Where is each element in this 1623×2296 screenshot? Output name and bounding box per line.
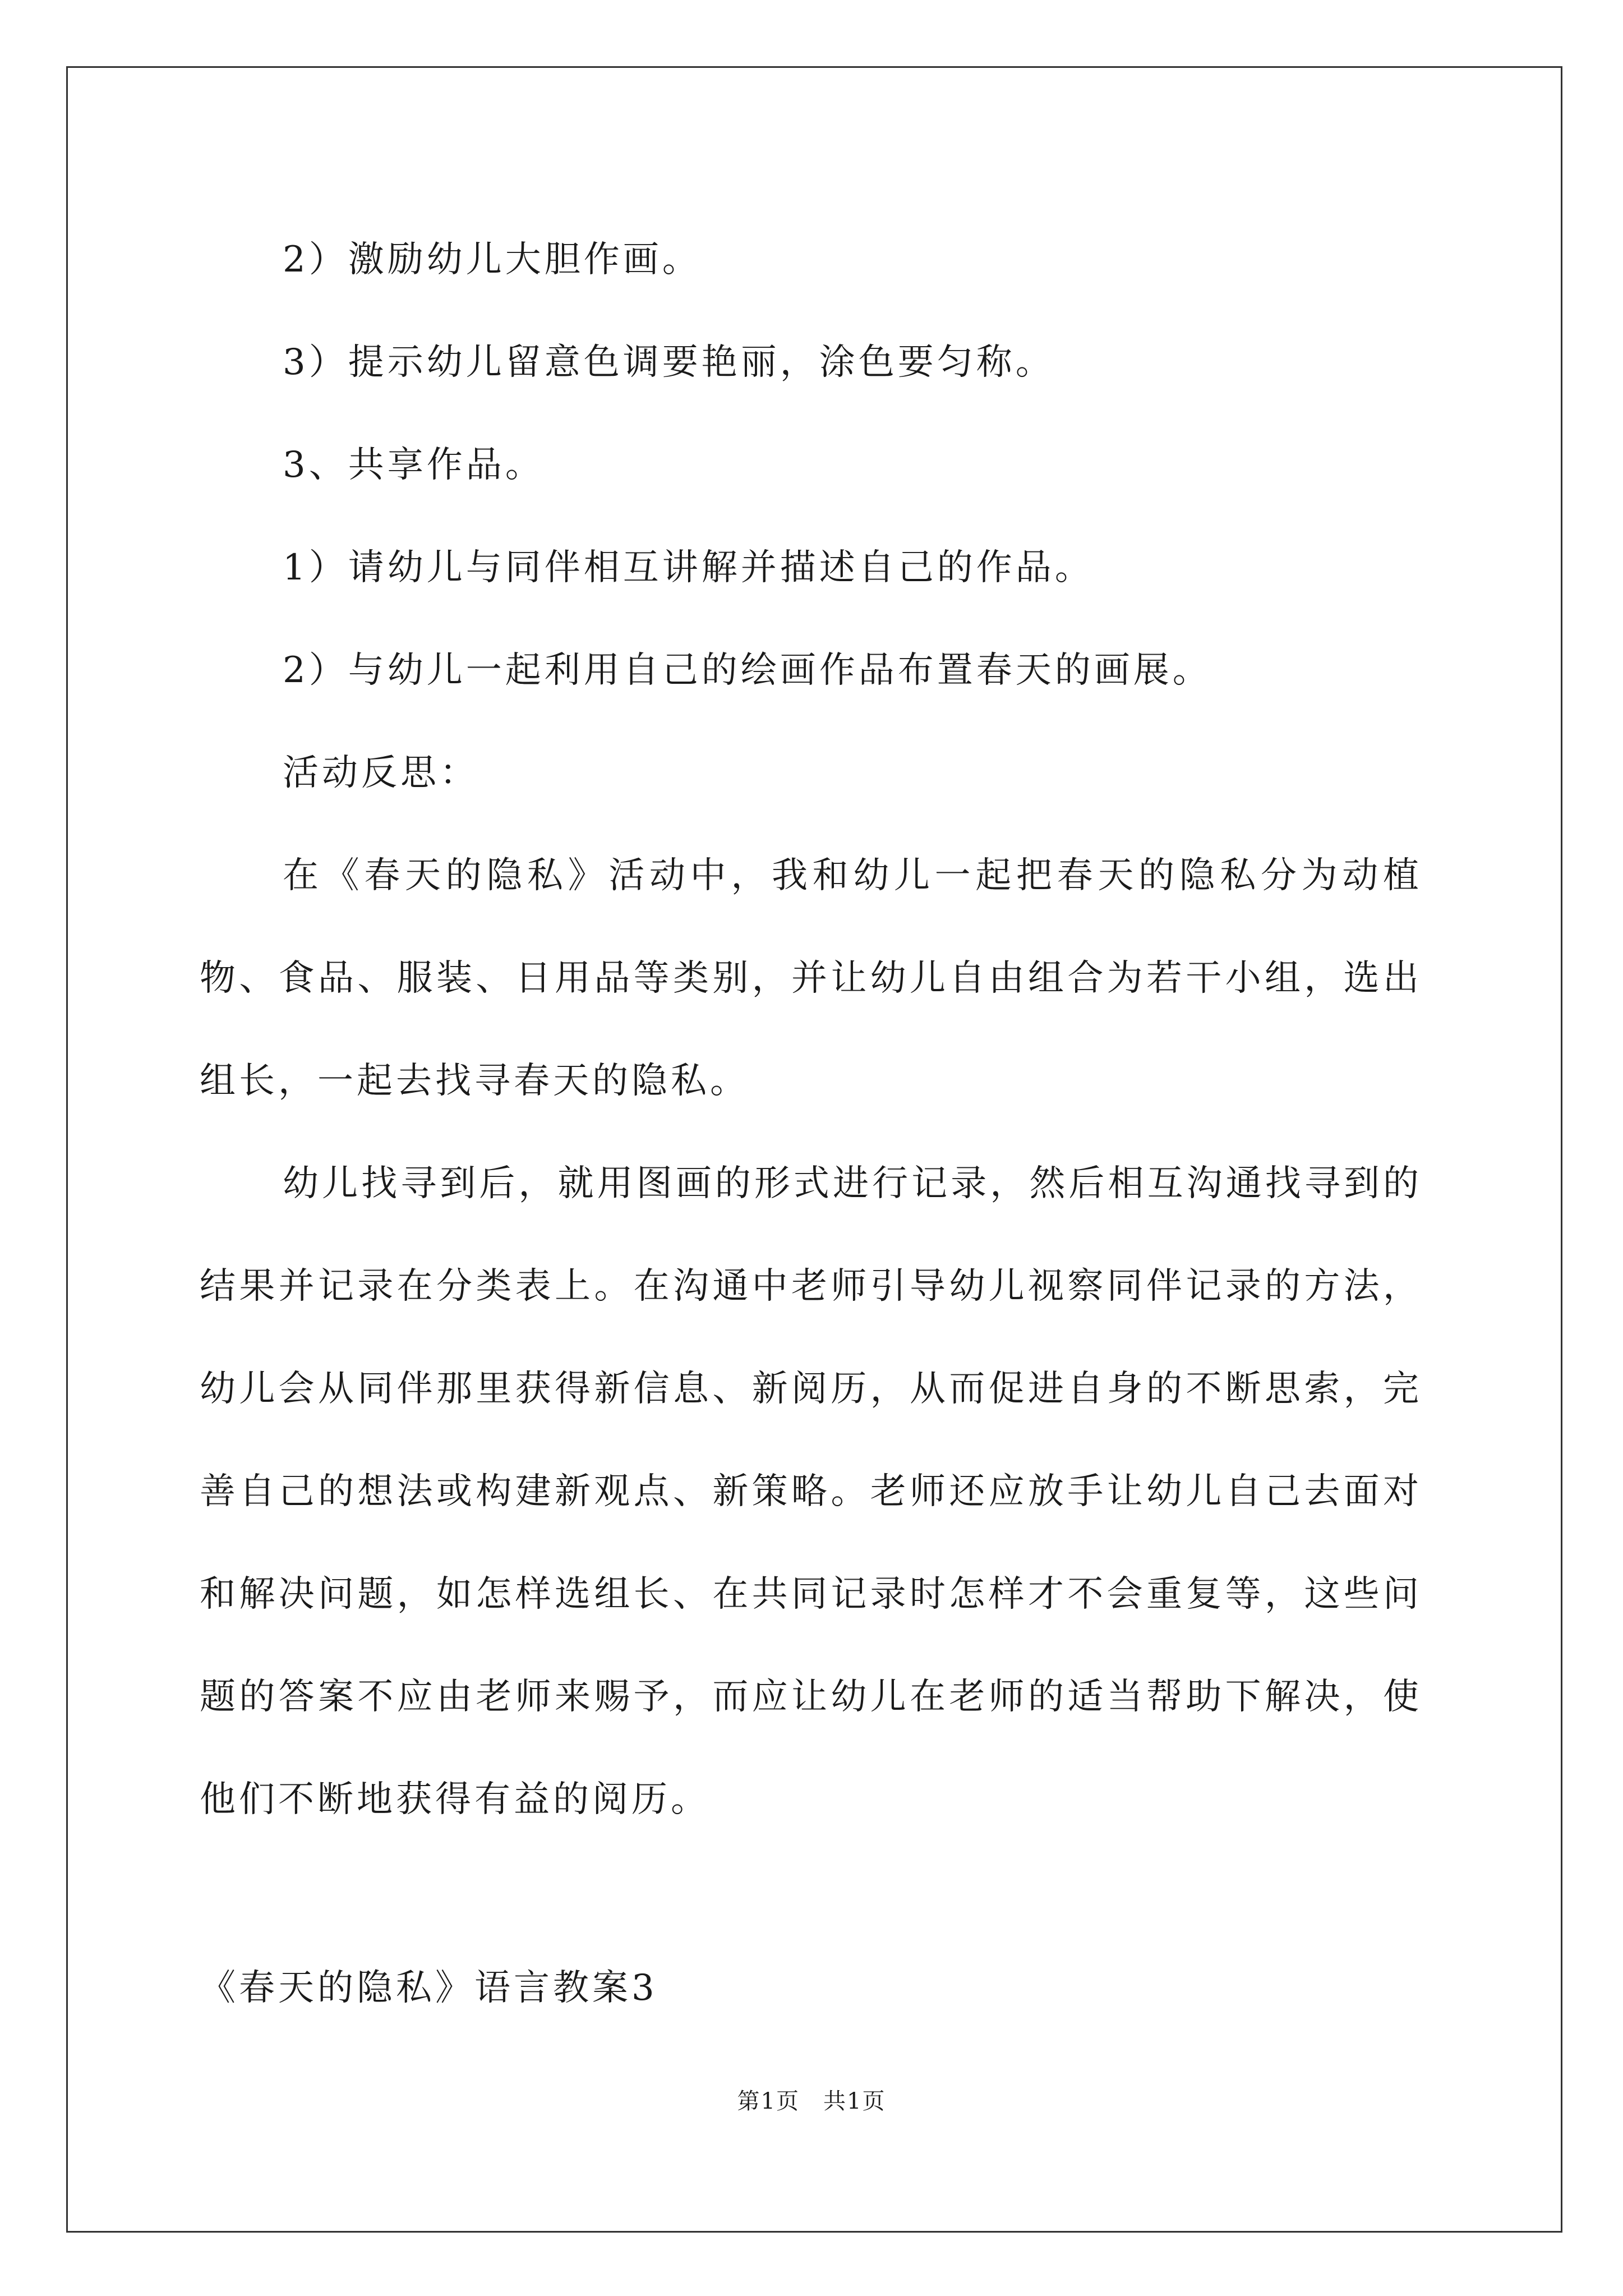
paragraph-exhibition: 2）与幼儿一起利用自己的绘画作品布置春天的画展。 [283,650,1212,691]
page-footer: 第1页 共1页 [737,2088,886,2114]
paragraph-step-3-color: 3）提示幼儿留意色调要艳丽，涂色要匀称。 [283,342,1055,383]
paragraph-share-works: 3、共享作品。 [283,444,545,486]
paragraph-describe-works: 1）请幼儿与同伴相互讲解并描述自己的作品。 [283,547,1094,588]
paragraph-reflection-1: 在《春天的隐私》活动中，我和幼儿一起把春天的隐私分为动植物、食品、服装、日用品等类别，并让幼儿自由组合为若干小组，选出组长，一起去找寻春天的隐私。 [200,855,1422,1102]
document-body [200,209,1422,1851]
paragraph-step-2-draw: 2）激励幼儿大胆作画。 [283,239,702,280]
section-heading: 《春天的隐私》语言教案3 [200,1967,658,2009]
paragraph-reflection-title: 活动反思： [283,752,479,794]
paragraph-reflection-2: 幼儿找寻到后，就用图画的形式进行记录，然后相互沟通找寻到的结果并记录在分类表上。在沟通中老师引导幼儿视察同伴记录的方法，幼儿会从同伴那里获得新信息、新阅历，从而促进自身的不断思索，完善自己的想法或构建新观点、新策略。老师还应放手让幼儿自己去面对和解决问题，如怎样选组长、在共同记录时怎样才不会重复等，这些问题的答案不应由老师来赐予，而应让幼儿在老师的适当帮助下解决，使他们不断地获得有益的阅历。 [200,1163,1422,1820]
